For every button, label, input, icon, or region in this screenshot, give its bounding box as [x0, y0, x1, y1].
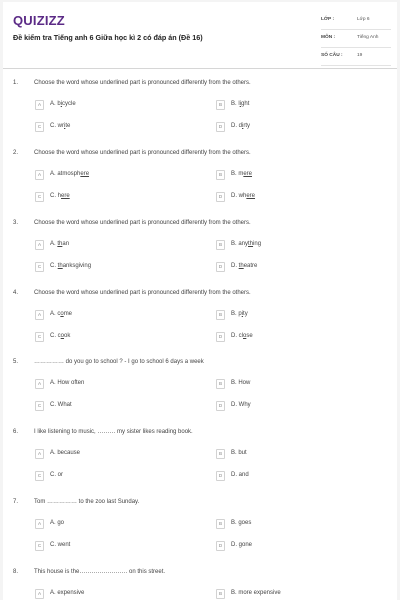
option-letter-box[interactable]: B [216, 310, 225, 320]
option-letter-box[interactable]: A [35, 589, 44, 599]
question-text: Choose the word whose underlined part is pronounced differently from the others. [34, 80, 251, 86]
option-text-prefix: C. What [50, 402, 72, 408]
meta-table [321, 12, 391, 66]
option-text-suffix: ght [241, 101, 250, 107]
option-underlined-part: ere [243, 171, 253, 177]
option-text-prefix: D. d [231, 123, 243, 129]
option-text-prefix: A. c [50, 311, 61, 317]
option-letter-box[interactable]: C [35, 401, 44, 411]
option-text-prefix: B. goes [231, 520, 252, 526]
option-text [231, 472, 249, 478]
question-block [3, 429, 397, 499]
meta-value: Lớp 6 [357, 17, 370, 22]
option-text-prefix: D. wh [231, 193, 247, 199]
option-text-suffix: eatre [243, 263, 258, 269]
option-underlined-part: th [238, 263, 244, 269]
option-letter-box[interactable]: D [216, 262, 225, 272]
option-underlined-part: i [241, 311, 244, 317]
option-text [231, 380, 250, 386]
option-letter-box[interactable]: A [35, 100, 44, 110]
option-text [231, 520, 251, 526]
question-number: 8. [13, 569, 19, 575]
option-text [231, 542, 252, 548]
question-block [3, 80, 397, 150]
option-underlined-part: ere [246, 193, 256, 199]
option-text [50, 101, 76, 107]
option-text-prefix: B. How [231, 380, 251, 386]
option-underlined-part: th [57, 263, 63, 269]
option-underlined-part: i [239, 101, 242, 107]
option-text [231, 123, 250, 129]
question-block [3, 220, 397, 290]
option-letter-box[interactable]: C [35, 192, 44, 202]
option-text-prefix: B. p [231, 311, 242, 317]
option-text [50, 590, 84, 596]
option-text [50, 520, 64, 526]
option-text-prefix: A. because [50, 450, 81, 456]
question-text: Choose the word whose underlined part is pronounced differently from the others. [34, 290, 251, 296]
question-number: 1. [13, 80, 19, 86]
option-letter-box[interactable]: C [35, 262, 44, 272]
option-letter-box[interactable]: D [216, 332, 225, 342]
option-text-suffix: ty [243, 311, 248, 317]
question-number: 4. [13, 290, 19, 296]
question-text: I like listening to music, ……… my sister likes reading book. [34, 429, 193, 435]
option-text [50, 380, 84, 386]
option-letter-box[interactable]: A [35, 310, 44, 320]
question-text: …………… do you go to school ? - I go to school 6 days a week [34, 359, 204, 365]
option-text-prefix: C. or [50, 472, 64, 478]
option-letter-box[interactable]: A [35, 379, 44, 389]
option-text [50, 333, 70, 339]
question-number: 2. [13, 150, 19, 156]
option-underlined-part: i [64, 123, 66, 129]
option-text [50, 450, 80, 456]
option-letter-box[interactable]: B [216, 240, 225, 250]
option-text-prefix: A. atmosph [50, 171, 81, 177]
option-text [231, 402, 251, 408]
question-block [3, 359, 397, 429]
question-block [3, 569, 397, 600]
option-text-prefix: B. but [231, 450, 247, 456]
question-number: 7. [13, 499, 19, 505]
option-text-suffix: te [65, 123, 71, 129]
option-text-prefix: B. more expensive [231, 590, 281, 596]
option-text [231, 193, 255, 199]
option-text-prefix: B. l [231, 101, 240, 107]
option-letter-box[interactable]: C [35, 122, 44, 132]
option-text-prefix: D. Why [231, 402, 251, 408]
option-text-prefix: B. m [231, 171, 244, 177]
option-letter-box[interactable]: B [216, 589, 225, 599]
question-text: This house is the…………………… on this street. [34, 569, 166, 575]
question-text: Choose the word whose underlined part is pronounced differently from the others. [34, 220, 251, 226]
question-number: 6. [13, 429, 19, 435]
option-text [50, 402, 72, 408]
option-text-prefix: D. and [231, 472, 249, 478]
meta-label: LỚP : [321, 17, 335, 22]
option-letter-box[interactable]: A [35, 519, 44, 529]
meta-row-subject [321, 30, 391, 48]
option-text [231, 101, 249, 107]
option-text [50, 311, 72, 317]
meta-value: Tiếng Anh [357, 35, 379, 40]
option-letter-box[interactable]: A [35, 240, 44, 250]
meta-label: MÔN : [321, 35, 336, 40]
option-letter-box[interactable]: B [216, 100, 225, 110]
option-letter-box[interactable]: B [216, 449, 225, 459]
option-underlined-part: i [242, 123, 244, 129]
option-text [50, 542, 70, 548]
option-text-prefix: C. c [50, 333, 61, 339]
question-text: Choose the word whose underlined part is pronounced differently from the others. [34, 150, 251, 156]
question-number: 5. [13, 359, 19, 365]
option-letter-box[interactable]: D [216, 471, 225, 481]
option-text-prefix: A. How often [50, 380, 85, 386]
option-text [50, 472, 63, 478]
option-letter-box[interactable]: C [35, 332, 44, 342]
option-underlined-part: i [60, 101, 63, 107]
option-text-prefix: C. wr [50, 123, 64, 129]
question-block [3, 290, 397, 360]
option-text-suffix: se [246, 333, 253, 339]
option-letter-box[interactable]: B [216, 519, 225, 529]
option-text [231, 241, 261, 247]
option-text [50, 193, 70, 199]
option-text-prefix: A. expensive [50, 590, 85, 596]
option-text [231, 333, 253, 339]
option-text [50, 263, 91, 269]
option-letter-box[interactable]: B [216, 379, 225, 389]
worksheet-page [3, 2, 397, 600]
option-text [231, 263, 257, 269]
worksheet-header [3, 2, 397, 69]
option-text [50, 241, 69, 247]
option-text-prefix: D. gone [231, 542, 253, 548]
option-text-prefix: B. any [231, 241, 249, 247]
option-letter-box[interactable]: D [216, 541, 225, 551]
option-underlined-part: o [243, 333, 247, 339]
meta-label: SỐ CÂU : [321, 53, 343, 58]
option-text-prefix: A. b [50, 101, 61, 107]
option-underlined-part: o [60, 333, 65, 339]
meta-row-class [321, 12, 391, 30]
option-text-suffix: an [62, 241, 70, 247]
option-letter-box[interactable]: D [216, 122, 225, 132]
option-text-prefix: C. h [50, 193, 62, 199]
question-block [3, 150, 397, 220]
option-text-prefix: C. went [50, 542, 71, 548]
option-letter-box[interactable]: D [216, 401, 225, 411]
option-text-prefix: C. [50, 263, 58, 269]
option-underlined-part: ere [61, 193, 70, 199]
option-text-suffix: rty [243, 123, 251, 129]
option-text-suffix: ok [64, 333, 71, 339]
option-text-prefix: D. cl [231, 333, 243, 339]
meta-value: 19 [357, 53, 363, 58]
option-letter-box[interactable]: D [216, 192, 225, 202]
option-text [231, 590, 281, 596]
option-text-suffix: anksgiving [62, 263, 92, 269]
page-title: Đề kiểm tra Tiếng anh 6 Giữa học kì 2 có đáp án (Đề 16) [13, 33, 203, 42]
option-text [231, 311, 248, 317]
option-text-prefix: D. [231, 263, 239, 269]
option-text [50, 123, 70, 129]
option-text [50, 171, 89, 177]
question-block [3, 499, 397, 569]
question-text: Tom …………… to the zoo last Sunday. [34, 499, 140, 505]
option-letter-box[interactable]: C [35, 541, 44, 551]
option-text [231, 171, 252, 177]
meta-row-count [321, 48, 391, 66]
quizizz-logo: QUIZIZZ [13, 13, 65, 28]
question-number: 3. [13, 220, 19, 226]
option-letter-box[interactable]: B [216, 170, 225, 180]
option-text [231, 450, 247, 456]
option-text-prefix: A. [50, 241, 58, 247]
option-underlined-part: th [57, 241, 63, 247]
option-letter-box[interactable]: C [35, 471, 44, 481]
option-underlined-part: o [60, 311, 64, 317]
option-text-suffix: ing [253, 241, 262, 247]
option-text-suffix: me [63, 311, 73, 317]
option-letter-box[interactable]: A [35, 449, 44, 459]
option-text-prefix: A. go [50, 520, 65, 526]
option-letter-box[interactable]: A [35, 170, 44, 180]
option-text-suffix: cycle [62, 101, 76, 107]
option-underlined-part: th [248, 241, 254, 247]
option-underlined-part: ere [80, 171, 90, 177]
